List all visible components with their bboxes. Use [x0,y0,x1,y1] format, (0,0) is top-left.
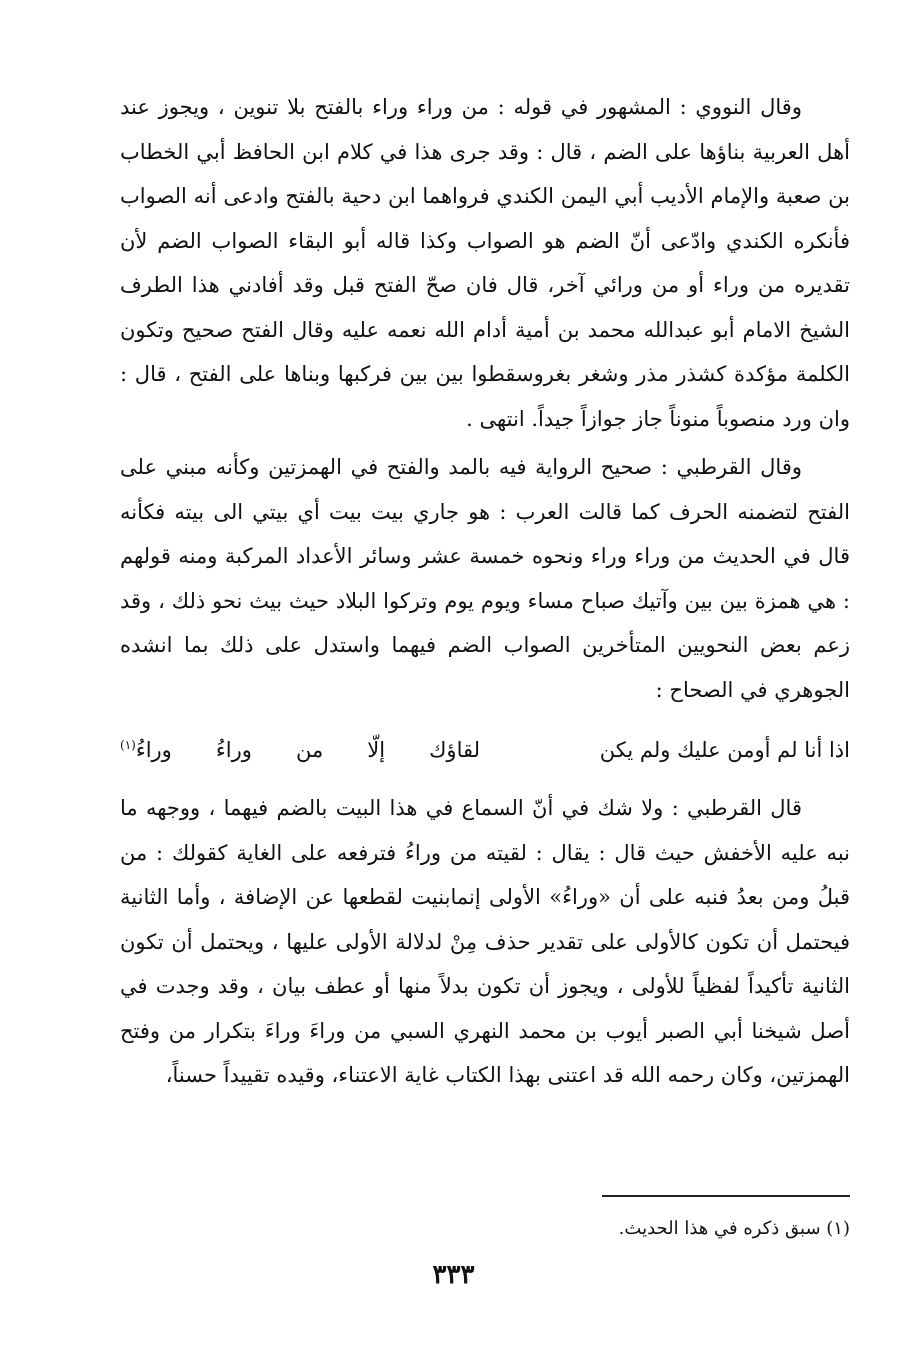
verse-word: وراءُ [135,738,172,762]
verse-word: من [295,738,324,762]
paragraph-qurtubi-1: وقال القرطبي : صحيح الرواية فيه بالمد والفتح في الهمزتين وكأنه مبني على الفتح لتضمنه الحرف كما قالت العرب : هو جاري بيت بيت أي بيتي الى بيته فكأنه قال في الحديث من وراء وراء ونحوه خمسة عشر وسائر الأعداد المركبة ومنه قولهم : هي همزة بين بين وآتيك صباح مساء ويوم يوم وتركوا البلاد حيث بيث نحو ذلك ، وقد زعم بعض النحويين المتأخرين الصواب الضم فيهما واستدل على ذلك بما انشده الجوهري في الصحاح : [120,455,850,702]
paragraph-nawawi: وقال النووي : المشهور في قوله : من وراء وراء بالفتح بلا تنوين ، ويجوز عند أهل العربية بناؤها على الضم ، قال : وقد جرى هذا في كلام ابن الحافظ أبي الخطاب بن صعبة والإمام الأديب أبي اليمن الكندي فرواهما ابن دحية بالفتح وادعى أنه الصواب فأنكره الكندي وادّعى أنّ الضم هو الصواب وكذا قاله أبو البقاء الصواب الضم لأن تقديره من وراء أو من ورائي آخر، قال فان صحّ الفتح قبل وقد أفادني هذا الطرف الشيخ الامام أبو عبدالله محمد بن أمية أدام الله نعمه عليه وقال الفتح صحيح وتكون الكلمة مؤكدة كشذر مذر وشغر بغروسقطوا بين بين فركبها وبناها على الفتح ، قال : وان ورد منصوباً منوناً جاز جوازاً جيداً. انتهى . [120,95,850,431]
verse-word: إلّا [367,738,386,762]
verse-word: وراءُ [215,738,252,762]
footnote-marker: (١) [120,738,136,752]
verse-word: لقاؤك [429,738,480,762]
page-body [120,85,850,1098]
verse-word-last [120,728,172,772]
verse-first-hemistich: اذا أنا لم أومن عليك ولم يكن [599,738,850,762]
paragraph-qurtubi-2: قال القرطبي : ولا شك في أنّ السماع في هذا البيت بالضم فيهما ، ووجهه ما نبه عليه الأخفش حيث قال : يقال : لقيته من وراءُ فترفعه على الغاية كقولك : من قبلُ ومن بعدُ فنبه على أن «وراءُ» الأولى إنمابنيت لقطعها عن الإضافة ، وأما الثانية فيحتمل أن تكون كالأولى على تقدير حذف مِنْ لدلالة الأولى عليها ، ويحتمل أن تكون الثانية تأكيداً لفظياً للأولى ، ويجوز أن تكون بدلاً منها أو عطف بيان ، وقد وجدت في أصل شيخنا أبي الصبر أيوب بن محمد النهري السبي من وراءَ وراءَ بتكرار من وفتح الهمزتين، وكان رحمه الله قد اعتنى بهذا الكتاب غاية الاعتناء، وقيده تقييداً حسناً، [120,796,850,1087]
poetry-verse [120,728,850,772]
verse-second-hemistich [120,728,480,772]
page-number: ٣٣٣ [432,1260,475,1290]
footnote: (١) سبق ذكره في هذا الحديث. [618,1218,850,1239]
footnote-divider [602,1195,850,1197]
